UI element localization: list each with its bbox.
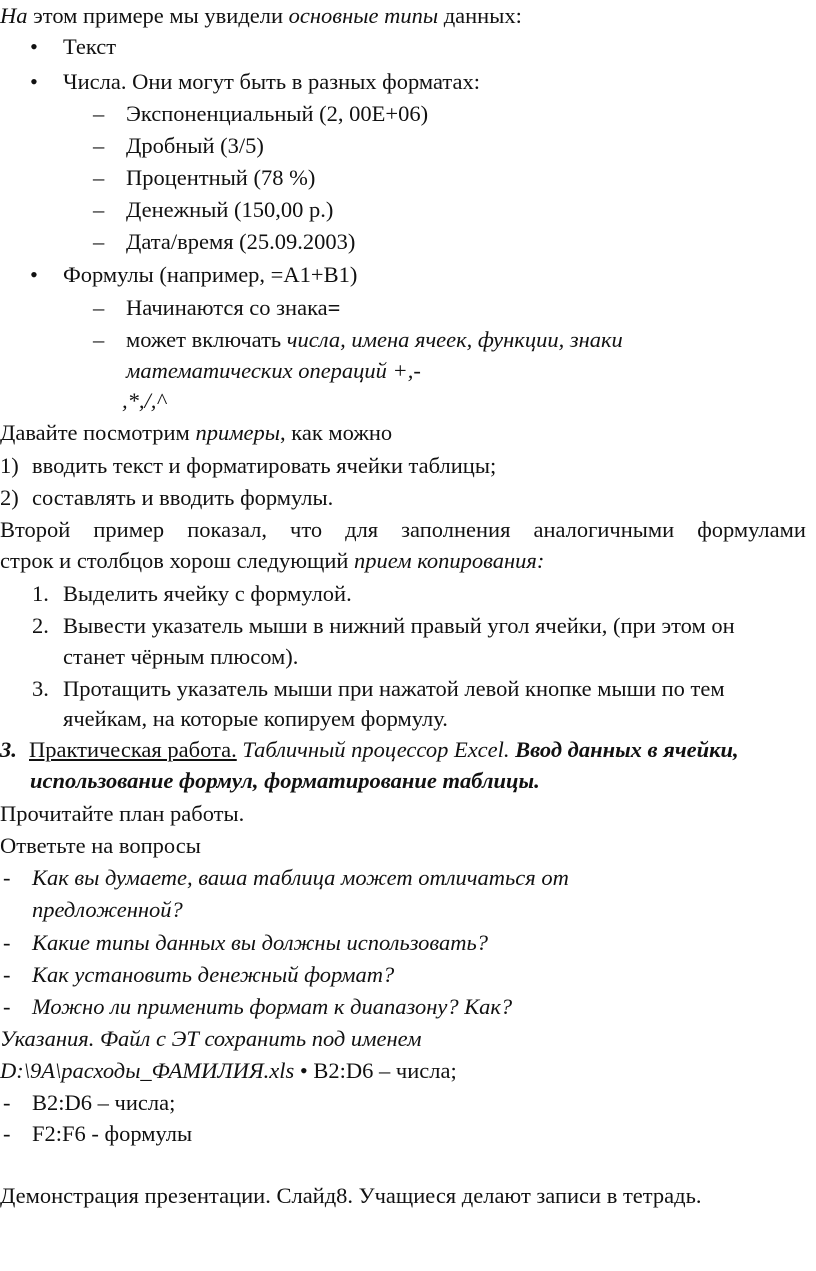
formula-ops-text: математических операций +,-	[126, 358, 421, 383]
bullet-icon: •	[30, 69, 38, 94]
item-text: вводить текст и форматировать ячейки таблицы;	[32, 453, 497, 478]
question-text: предложенной?	[32, 897, 183, 922]
format-text: Денежный (150,00 р.)	[126, 197, 334, 222]
bullet-text: Текст	[63, 34, 117, 59]
dash-marker: –	[93, 327, 105, 352]
step-number: 2.	[32, 613, 49, 638]
bullet-text: Формулы (например, =A1+B1)	[63, 262, 358, 287]
item-number: 2)	[0, 485, 19, 510]
format-text: Дробный (3/5)	[126, 133, 264, 158]
intro-text: этом примере мы увидели	[27, 3, 289, 28]
question-text: Как установить денежный формат?	[32, 962, 395, 987]
formula-include-text: может включать	[126, 327, 287, 352]
instructions-path-line	[0, 1055, 457, 1087]
dash-marker: –	[93, 229, 105, 254]
dash-marker: -	[3, 994, 11, 1019]
question-text: Как вы думаете, ваша таблица может отличаться от	[32, 865, 569, 890]
examples-line	[0, 417, 392, 449]
formula-include-emph: числа, имена ячеек, функции, знаки	[286, 327, 623, 352]
demo-line: Демонстрация презентации. Слайд8. Учащиеся делают записи в тетрадь.	[0, 1183, 702, 1208]
examples-emph: примеры	[195, 420, 281, 445]
read-plan: Прочитайте план работы.	[0, 801, 245, 826]
practical-title	[29, 734, 739, 766]
range-text: B2:D6 – числа;	[32, 1090, 176, 1115]
practical-label: Практическая работа.	[29, 737, 237, 762]
practical-topic: Ввод данных в ячейки,	[515, 737, 739, 762]
item-number: 1)	[0, 453, 19, 478]
word: показал,	[187, 517, 267, 542]
word: Второй	[0, 517, 71, 542]
dash-marker: -	[3, 1090, 11, 1115]
intro-end: данных:	[438, 3, 522, 28]
dash-marker: –	[93, 197, 105, 222]
word: аналогичными	[533, 517, 675, 542]
dash-marker: -	[3, 1121, 11, 1146]
step-text: ячейкам, на которые копируем формулу.	[63, 706, 448, 731]
intro-emph: На	[0, 3, 28, 28]
step-number: 1.	[32, 581, 49, 606]
intro-line	[0, 0, 522, 32]
instructions-line: Указания. Файл с ЭТ сохранить под именем	[0, 1026, 422, 1051]
item-text: составлять и вводить формулы.	[32, 485, 334, 510]
dash-marker: -	[3, 865, 11, 890]
dash-marker: -	[3, 962, 11, 987]
formula-text	[126, 292, 340, 324]
word: заполнения	[401, 517, 511, 542]
format-text: Дата/время (25.09.2003)	[126, 229, 356, 254]
step-number: 3.	[32, 676, 49, 701]
dash-marker: –	[93, 165, 105, 190]
bullet-icon: •	[299, 1058, 308, 1083]
formula-text	[126, 324, 623, 356]
dash-marker: –	[93, 295, 105, 320]
intro-types: основные типы	[288, 3, 439, 28]
format-text: Экспоненциальный (2, 00E+06)	[126, 101, 429, 126]
step-text: Вывести указатель мыши в нижний правый угол ячейки, (при этом он	[63, 613, 735, 638]
second-example-line	[0, 514, 806, 546]
formula-start-text: Начинаются со знака	[126, 295, 328, 320]
word: что	[290, 517, 323, 542]
bullet-icon: •	[30, 262, 38, 287]
format-text: Процентный (78 %)	[126, 165, 316, 190]
second-example-text: строк и столбцов хорош следующий	[0, 548, 355, 573]
equals-sign: =	[327, 295, 341, 320]
step-text: Протащить указатель мыши при нажатой левой кнопке мыши по тем	[63, 676, 725, 701]
question-text: Какие типы данных вы должны использовать?	[32, 930, 489, 955]
range-text: F2:F6 - формулы	[32, 1121, 193, 1146]
dash-marker: –	[93, 133, 105, 158]
practical-topic: использование формул, форматирование таблицы.	[30, 768, 540, 793]
second-example-line	[0, 545, 544, 577]
bullet-icon: •	[30, 34, 38, 59]
formula-ops-text: ,*,/,^	[122, 388, 166, 413]
examples-end: , как можно	[280, 420, 393, 445]
file-path: D:\9А\расходы_ФАМИЛИЯ.xls	[0, 1058, 295, 1083]
step-text: станет чёрным плюсом).	[63, 644, 299, 669]
dash-marker: -	[3, 930, 11, 955]
question-text: Можно ли применить формат к диапазону? Как?	[32, 994, 513, 1019]
range-text: B2:D6 – числа;	[307, 1058, 457, 1083]
examples-text: Давайте посмотрим	[0, 420, 196, 445]
practical-number: 3.	[0, 737, 17, 762]
dash-marker: –	[93, 101, 105, 126]
bullet-text: Числа. Они могут быть в разных форматах:	[63, 69, 481, 94]
copy-method-emph: прием копирования:	[354, 548, 545, 573]
answer-questions: Ответьте на вопросы	[0, 833, 201, 858]
word: формулами	[697, 517, 806, 542]
practical-subject: Табличный процессор Excel.	[236, 737, 516, 762]
step-text: Выделить ячейку с формулой.	[63, 581, 352, 606]
word: пример	[93, 517, 165, 542]
word: для	[345, 517, 379, 542]
